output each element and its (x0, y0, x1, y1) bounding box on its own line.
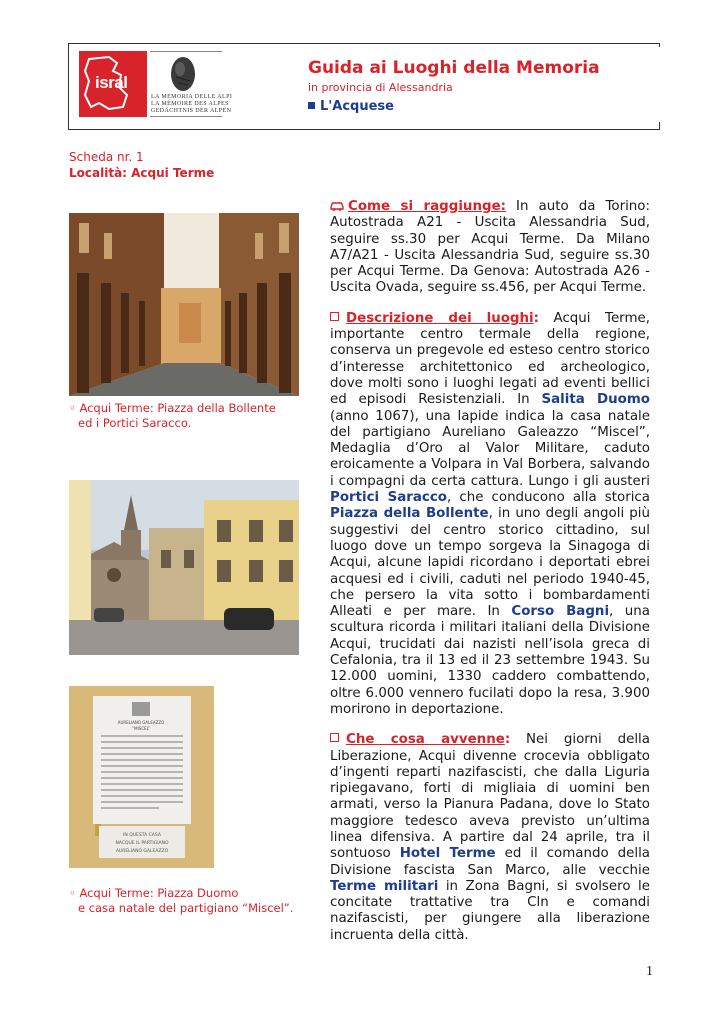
logo-line: LA MÉMOIRE DES ALPES (151, 101, 229, 107)
place-corso-bagni: Corso Bagni (511, 604, 610, 620)
caption-line: e casa natale del partigiano “Miscel”. (78, 901, 294, 915)
caption-line: ed i Portici Saracco. (78, 416, 192, 430)
logo-word: isral (95, 73, 128, 92)
page-subtitle: in provincia di Alessandria (308, 81, 453, 94)
caption-line: ◦ Acqui Terme: Piazza Duomo (69, 886, 239, 900)
isral-logo (79, 51, 147, 117)
square-bullet-icon (330, 733, 339, 742)
section-heading: Che cosa avvenne (346, 732, 505, 748)
section-che-cosa-avvenne (330, 732, 650, 944)
logo-rule-bottom (150, 116, 222, 117)
stone-icon (168, 55, 198, 93)
section-text: , che conducono alla storica (447, 490, 650, 506)
section-heading: Come si raggiunge: (348, 199, 507, 214)
section-text: Acqui Terme, importante centro termale della regione, conserva un pregevole ed esteso centro storico d’interesse architettonico ed archeologico, dove molti sono i luoghi legati ad eventi bellici ed episodi Resistenziali. In (330, 310, 650, 408)
place-piazza-bollente: Piazza della Bollente (330, 506, 489, 522)
page-number: 1 (646, 964, 653, 979)
section-come-si-raggiunge (330, 199, 650, 297)
page-title: Guida ai Luoghi della Memoria (308, 58, 600, 78)
section-heading-colon: : (504, 732, 511, 748)
area-label (308, 99, 394, 114)
photo-piazza-duomo (69, 480, 299, 655)
section-text: ed il comando della Divisione fascista San Marco, alle vecchie (330, 846, 651, 878)
plaque-footer-1: IN QUESTA CASA (123, 833, 161, 838)
main-text (330, 199, 650, 958)
square-bullet-icon (330, 312, 339, 321)
header-rule-top (68, 43, 660, 44)
plaque-footer-3: AURELIANO GALEAZZO (115, 849, 169, 854)
logo-line: GEDÄCHTNIS DER ALPEN (151, 108, 232, 114)
caption-photo-1 (69, 401, 309, 431)
header-rule-left (68, 43, 69, 130)
section-heading: Descrizione dei luoghi (346, 310, 534, 326)
photo-plaque (69, 686, 214, 868)
caption-photo-3 (69, 886, 329, 916)
place-portici-saracco: Portici Saracco (330, 490, 448, 506)
header-rule-right (659, 122, 660, 130)
section-text: (anno 1067), una lapide indica la casa natale del partigiano Aureliano Galeazzo “Miscel”, Medaglia d’Oro al Valor Militare, caduto eroicamente a Volpara in Val Borbera, salvando i compagni da certa cattura. Lungo i gli austeri (330, 408, 650, 489)
caption-line: ◦ Acqui Terme: Piazza della Bollente (69, 401, 276, 415)
photo-portici-saracco (69, 213, 299, 396)
section-text: , una scultura ricorda i militari italiani della Divisione Acqui, trucidati dai nazisti nell’isola greca di Cefalonia, tra il 13 ed il 23 settembre 1943. Su 12.000 uomini, 1330 caddero combattendo, oltre 6.000 vennero fucilati dopo la resa, 3.900 morirono in deportazione. (330, 604, 650, 717)
header-rule-right-top (659, 43, 660, 47)
header-rule-bottom (68, 129, 660, 130)
localita-heading: Località: Acqui Terme (69, 166, 215, 180)
section-descrizione (330, 311, 650, 718)
section-heading-colon: : (533, 310, 539, 326)
section-text: , in uno degli angoli più suggestivi del centro storico cittadino, sul luogo dove un tempo sorgeva la Sinagoga di Acqui, alcune lapidi ricordano i deportati ebrei acquesi ed i civili, caduti nel periodo 1940-45, che persero la vita sotto i bombardamenti Alleati e per mare. In (330, 506, 650, 620)
plaque-name-1: AURELIANO GALEAZZO (117, 720, 165, 725)
area-text: L'Acquese (320, 99, 394, 114)
place-hotel-terme: Hotel Terme (399, 846, 496, 862)
logo-tagline (151, 94, 232, 115)
plaque-footer-2: NACQUE IL PARTIGIANO (115, 841, 169, 846)
place-salita-duomo: Salita Duomo (541, 392, 650, 408)
section-text: In auto da Torino: Autostrada A21 - Uscita Alessandria Sud, seguire ss.30 per Acqui Terme. Da Milano A7/A21 - Uscita Alessandria Sud, seguire ss.30 per Acqui Terme. Da Genova: Autostrada A26 - Uscita Ovada, seguire ss.456, per Acqui Terme. (330, 199, 650, 296)
section-text: in Zona Bagni, si svolsero le concitate trattative tra Cln e comandi nazifascisti, per giungere alla liberazione incruenta della città. (330, 878, 650, 943)
car-icon (330, 200, 344, 211)
section-text: Nei giorni della Liberazione, Acqui divenne crocevia obbligato d’ingenti reparti nazifascisti, che dalla Liguria ripiegavano, forti di migliaia di uomini ben armati, verso la Pianura Padana, dove lo Stato maggiore tedesco aveva previsto un’ultima linea difensiva. A partire dal 24 aprile, tra il sontuoso (330, 732, 650, 862)
logo-rule-top (150, 51, 222, 52)
square-bullet-icon (308, 102, 315, 109)
logo-line: LA MEMORIA DELLE ALPI (151, 94, 233, 100)
place-terme-militari: Terme militari (330, 878, 439, 894)
plaque-name-2: “MISCEL” (132, 726, 150, 731)
scheda-number: Scheda nr. 1 (69, 150, 144, 164)
